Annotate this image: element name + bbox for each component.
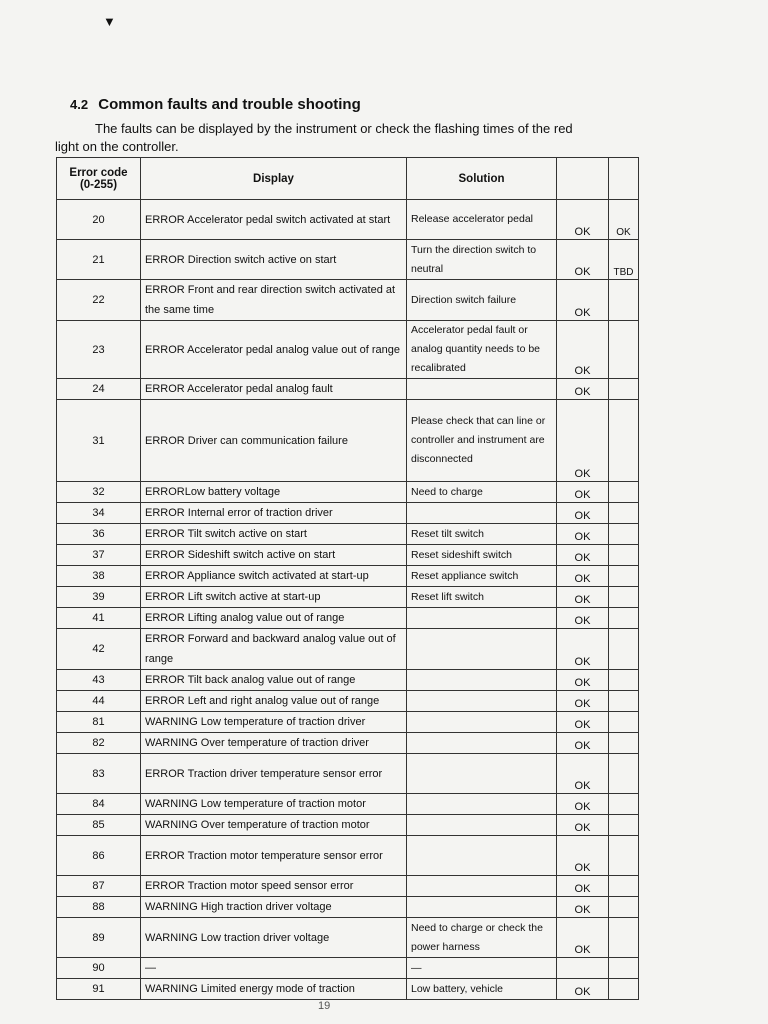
table-row: [57, 712, 639, 733]
header-error-code: [57, 158, 141, 200]
status-cell-2: TBD: [609, 240, 639, 280]
table-row: [57, 876, 639, 897]
status-cell-2: [609, 712, 639, 733]
status-cell-1: OK: [557, 379, 609, 400]
status-cell-1: OK: [557, 876, 609, 897]
status-cell-1: OK: [557, 200, 609, 240]
table-header-row: [57, 158, 639, 200]
solution-cell: Reset tilt switch: [407, 524, 557, 545]
status-cell-2: [609, 670, 639, 691]
code-cell: 21: [57, 240, 141, 280]
code-cell: 90: [57, 958, 141, 979]
solution-cell: Direction switch failure: [407, 280, 557, 321]
code-cell: 34: [57, 503, 141, 524]
fault-table: [56, 157, 639, 1000]
status-cell-1: OK: [557, 754, 609, 794]
table-row: [57, 733, 639, 754]
status-cell-1: OK: [557, 712, 609, 733]
code-cell: 88: [57, 897, 141, 918]
solution-cell: Need to charge: [407, 482, 557, 503]
solution-cell: Reset sideshift switch: [407, 545, 557, 566]
display-cell: ERROR Sideshift switch active on start: [141, 545, 407, 566]
status-cell-2: [609, 897, 639, 918]
section-title: Common faults and trouble shooting: [98, 96, 361, 113]
display-cell: ERROR Accelerator pedal switch activated at start: [141, 200, 407, 240]
table-row: [57, 321, 639, 379]
code-cell: 89: [57, 918, 141, 958]
status-cell-2: [609, 379, 639, 400]
status-cell-1: OK: [557, 733, 609, 754]
solution-cell: Release accelerator pedal: [407, 200, 557, 240]
solution-cell: Please check that can line or controller and instrument are disconnected: [407, 400, 557, 482]
display-cell: ERROR Traction motor speed sensor error: [141, 876, 407, 897]
code-cell: 36: [57, 524, 141, 545]
code-cell: 87: [57, 876, 141, 897]
status-cell-1: OK: [557, 918, 609, 958]
status-cell-2: [609, 321, 639, 379]
table-row: [57, 280, 639, 321]
status-cell-1: OK: [557, 524, 609, 545]
table-row: [57, 794, 639, 815]
header-error-code-line1: Error code: [69, 166, 128, 179]
table-row: [57, 629, 639, 670]
display-cell: ERROR Front and rear direction switch activated at the same time: [141, 280, 407, 321]
intro-line-1: The faults can be displayed by the instrument or check the flashing times of the red: [95, 121, 573, 136]
status-cell-2: [609, 918, 639, 958]
status-cell-1: OK: [557, 503, 609, 524]
status-cell-2: [609, 524, 639, 545]
code-cell: 20: [57, 200, 141, 240]
display-cell: ERRORLow battery voltage: [141, 482, 407, 503]
solution-cell: [407, 836, 557, 876]
code-cell: 24: [57, 379, 141, 400]
table-row: [57, 566, 639, 587]
code-cell: 31: [57, 400, 141, 482]
display-cell: ERROR Traction motor temperature sensor error: [141, 836, 407, 876]
status-cell-2: [609, 754, 639, 794]
header-solution: Solution: [407, 158, 557, 200]
table-row: [57, 691, 639, 712]
display-cell: ERROR Accelerator pedal analog fault: [141, 379, 407, 400]
header-display: Display: [141, 158, 407, 200]
status-cell-2: [609, 566, 639, 587]
status-cell-2: [609, 691, 639, 712]
status-cell-2: [609, 815, 639, 836]
status-cell-1: OK: [557, 240, 609, 280]
solution-cell: [407, 670, 557, 691]
table-row: [57, 379, 639, 400]
solution-cell: [407, 754, 557, 794]
display-cell: ERROR Driver can communication failure: [141, 400, 407, 482]
table-row: [57, 836, 639, 876]
table-row: [57, 918, 639, 958]
code-cell: 83: [57, 754, 141, 794]
solution-cell: [407, 733, 557, 754]
solution-cell: [407, 794, 557, 815]
solution-cell: Reset appliance switch: [407, 566, 557, 587]
solution-cell: [407, 876, 557, 897]
display-cell: ERROR Tilt switch active on start: [141, 524, 407, 545]
page-marker: ▼: [103, 14, 116, 29]
display-cell: WARNING Over temperature of traction motor: [141, 815, 407, 836]
table-row: [57, 754, 639, 794]
code-cell: 39: [57, 587, 141, 608]
code-cell: 85: [57, 815, 141, 836]
status-cell-2: [609, 482, 639, 503]
table-row: [57, 524, 639, 545]
code-cell: 41: [57, 608, 141, 629]
table-row: [57, 240, 639, 280]
status-cell-2: [609, 958, 639, 979]
status-cell-1: OK: [557, 587, 609, 608]
display-cell: ERROR Direction switch active on start: [141, 240, 407, 280]
status-cell-1: OK: [557, 400, 609, 482]
solution-cell: [407, 379, 557, 400]
section-heading: [70, 96, 361, 113]
status-cell-1: OK: [557, 280, 609, 321]
display-cell: ERROR Tilt back analog value out of range: [141, 670, 407, 691]
status-cell-1: OK: [557, 629, 609, 670]
header-error-code-line2: (0-255): [79, 178, 118, 191]
status-cell-2: [609, 280, 639, 321]
status-cell-2: [609, 587, 639, 608]
status-cell-2: [609, 629, 639, 670]
display-cell: WARNING Over temperature of traction driver: [141, 733, 407, 754]
status-cell-2: [609, 836, 639, 876]
status-cell-1: OK: [557, 794, 609, 815]
status-cell-1: [557, 958, 609, 979]
display-cell: ERROR Appliance switch activated at start-up: [141, 566, 407, 587]
solution-cell: Need to charge or check the power harness: [407, 918, 557, 958]
status-cell-1: OK: [557, 979, 609, 1000]
solution-cell: Low battery, vehicle: [407, 979, 557, 1000]
page-number: 19: [318, 1000, 331, 1012]
status-cell-2: [609, 608, 639, 629]
table-row: [57, 545, 639, 566]
status-cell-1: OK: [557, 691, 609, 712]
solution-cell: [407, 629, 557, 670]
code-cell: 86: [57, 836, 141, 876]
code-cell: 23: [57, 321, 141, 379]
intro-paragraph: [55, 120, 635, 156]
display-cell: ERROR Internal error of traction driver: [141, 503, 407, 524]
status-cell-1: OK: [557, 566, 609, 587]
code-cell: 43: [57, 670, 141, 691]
display-cell: —: [141, 958, 407, 979]
status-cell-1: OK: [557, 670, 609, 691]
status-cell-2: OK: [609, 200, 639, 240]
display-cell: ERROR Traction driver temperature sensor error: [141, 754, 407, 794]
status-cell-1: OK: [557, 482, 609, 503]
solution-cell: [407, 691, 557, 712]
status-cell-2: [609, 979, 639, 1000]
code-cell: 44: [57, 691, 141, 712]
table-row: [57, 503, 639, 524]
solution-cell: [407, 815, 557, 836]
status-cell-2: [609, 545, 639, 566]
code-cell: 81: [57, 712, 141, 733]
table-row: [57, 979, 639, 1000]
solution-cell: [407, 897, 557, 918]
display-cell: WARNING Limited energy mode of traction: [141, 979, 407, 1000]
code-cell: 42: [57, 629, 141, 670]
display-cell: ERROR Lift switch active at start-up: [141, 587, 407, 608]
solution-cell: —: [407, 958, 557, 979]
status-cell-2: [609, 733, 639, 754]
status-cell-2: [609, 503, 639, 524]
display-cell: WARNING Low temperature of traction motor: [141, 794, 407, 815]
table-row: [57, 815, 639, 836]
status-cell-2: [609, 400, 639, 482]
table-row: [57, 400, 639, 482]
code-cell: 82: [57, 733, 141, 754]
status-cell-1: OK: [557, 545, 609, 566]
status-cell-1: OK: [557, 815, 609, 836]
table-row: [57, 958, 639, 979]
solution-cell: [407, 608, 557, 629]
solution-cell: [407, 712, 557, 733]
display-cell: ERROR Accelerator pedal analog value out of range: [141, 321, 407, 379]
status-cell-1: OK: [557, 897, 609, 918]
section-number: 4.2: [70, 97, 89, 112]
table-row: [57, 670, 639, 691]
display-cell: ERROR Lifting analog value out of range: [141, 608, 407, 629]
code-cell: 32: [57, 482, 141, 503]
intro-line-2: light on the controller.: [55, 139, 179, 154]
display-cell: WARNING Low traction driver voltage: [141, 918, 407, 958]
display-cell: ERROR Forward and backward analog value out of range: [141, 629, 407, 670]
header-status-2: [609, 158, 639, 200]
display-cell: WARNING Low temperature of traction driver: [141, 712, 407, 733]
status-cell-1: OK: [557, 321, 609, 379]
solution-cell: [407, 503, 557, 524]
solution-cell: Reset lift switch: [407, 587, 557, 608]
code-cell: 37: [57, 545, 141, 566]
fault-table-body: [57, 200, 639, 1000]
table-row: [57, 608, 639, 629]
code-cell: 38: [57, 566, 141, 587]
code-cell: 91: [57, 979, 141, 1000]
code-cell: 22: [57, 280, 141, 321]
solution-cell: Accelerator pedal fault or analog quantity needs to be recalibrated: [407, 321, 557, 379]
display-cell: ERROR Left and right analog value out of range: [141, 691, 407, 712]
status-cell-2: [609, 794, 639, 815]
table-row: [57, 200, 639, 240]
display-cell: WARNING High traction driver voltage: [141, 897, 407, 918]
table-row: [57, 482, 639, 503]
status-cell-2: [609, 876, 639, 897]
code-cell: 84: [57, 794, 141, 815]
status-cell-1: OK: [557, 608, 609, 629]
status-cell-1: OK: [557, 836, 609, 876]
header-status-1: [557, 158, 609, 200]
solution-cell: Turn the direction switch to neutral: [407, 240, 557, 280]
table-row: [57, 587, 639, 608]
table-row: [57, 897, 639, 918]
